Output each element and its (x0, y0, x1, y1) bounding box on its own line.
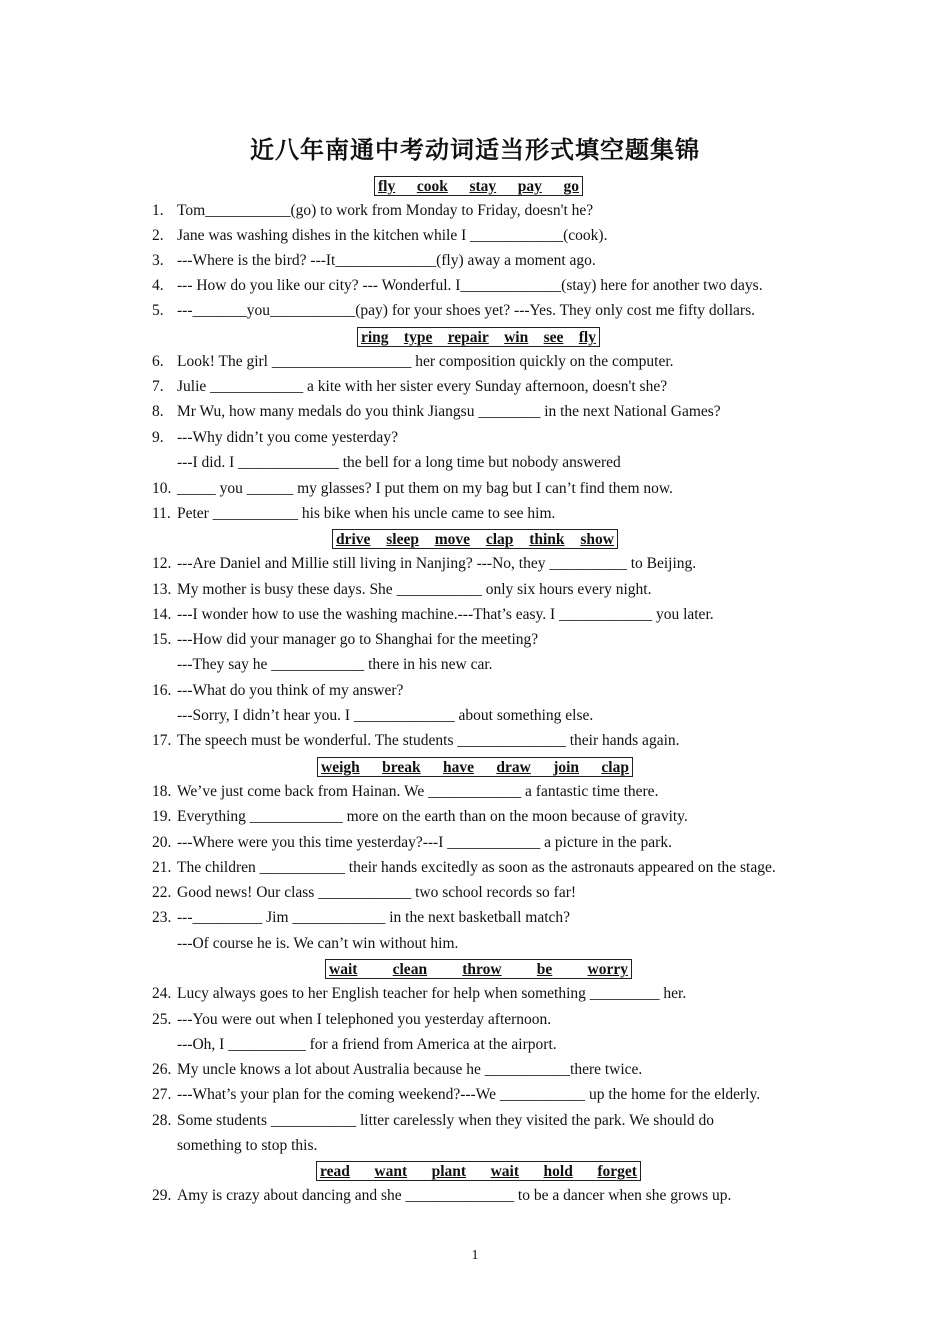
question-25-continuation: ---Oh, I __________ for a friend from America at the airport. (177, 1036, 557, 1053)
question-17: 17. The speech must be wonderful. The students ______________ their hands again. (152, 732, 680, 749)
question-4: 4. --- How do you like our city? --- Wonderful. I_____________(stay) here for another two days. (152, 277, 763, 294)
question-23: 23. ---_________ Jim ____________ in the next basketball match? (152, 909, 571, 926)
word-box-item: be (536, 961, 553, 978)
question-16: 16. ---What do you think of my answer? (152, 682, 404, 699)
word-box (374, 176, 583, 196)
question-24: 24. Lucy always goes to her English teacher for help when something _________ her. (152, 985, 687, 1002)
word-box-item: think (529, 531, 565, 548)
word-box-item: go (563, 178, 579, 195)
word-box (357, 327, 600, 347)
word-box-item: clean (392, 961, 428, 978)
question-15: 15. ---How did your manager go to Shanghai for the meeting? (152, 631, 539, 648)
word-box-item: plant (431, 1163, 467, 1180)
word-box (325, 959, 632, 979)
word-box (316, 1161, 641, 1181)
word-box-item: weigh (321, 759, 360, 776)
question-28: 28. Some students ___________ litter carelessly when they visited the park. We should do (152, 1112, 715, 1129)
word-box-item: see (543, 329, 564, 346)
question-26: 26. My uncle knows a lot about Australia because he ___________there twice. (152, 1061, 643, 1078)
question-9-continuation: ---I did. I _____________ the bell for a long time but nobody answered (177, 454, 621, 471)
question-18: 18. We’ve just come back from Hainan. We ____________ a fantastic time there. (152, 783, 659, 800)
word-box-item: break (382, 759, 421, 776)
question-27: 27. ---What’s your plan for the coming weekend?---We ___________ up the home for the elderly. (152, 1086, 761, 1103)
question-21: 21. The children ___________ their hands excitedly as soon as the astronauts appeared on the stage. (152, 859, 776, 876)
word-box-item: repair (447, 329, 489, 346)
word-box-item: ring (361, 329, 389, 346)
question-19: 19. Everything ____________ more on the earth than on the moon because of gravity. (152, 808, 688, 825)
question-14: 14. ---I wonder how to use the washing machine.---That’s easy. I ____________ you later. (152, 606, 714, 623)
question-20: 20. ---Where were you this time yesterday?---I ____________ a picture in the park. (152, 834, 672, 851)
question-7: 7. Julie ____________ a kite with her sister every Sunday afternoon, doesn't she? (152, 378, 668, 395)
word-box-item: drive (336, 531, 371, 548)
question-1: 1. Tom___________(go) to work from Monday to Friday, doesn't he? (152, 202, 594, 219)
question-15-continuation: ---They say he ____________ there in his new car. (177, 656, 493, 673)
word-box-item: want (374, 1163, 408, 1180)
word-box-item: clap (485, 531, 514, 548)
word-box-item: draw (496, 759, 531, 776)
word-box-item: fly (378, 178, 396, 195)
word-box-item: type (403, 329, 433, 346)
question-2: 2. Jane was washing dishes in the kitchen while I ____________(cook). (152, 227, 608, 244)
word-box (332, 529, 618, 549)
word-box-item: throw (462, 961, 502, 978)
question-10: 10. _____ you ______ my glasses? I put them on my bag but I can’t find them now. (152, 480, 673, 497)
question-13: 13. My mother is busy these days. She ___________ only six hours every night. (152, 581, 652, 598)
word-box-item: cook (416, 178, 448, 195)
word-box-item: win (504, 329, 529, 346)
word-box-item: fly (578, 329, 596, 346)
page-title: 近八年南通中考动词适当形式填空题集锦 (250, 136, 700, 164)
question-6: 6. Look! The girl __________________ her composition quickly on the computer. (152, 353, 674, 370)
word-box-item: move (434, 531, 471, 548)
word-box-item: stay (469, 178, 497, 195)
question-11: 11. Peter ___________ his bike when his uncle came to see him. (152, 505, 556, 522)
question-9: 9. ---Why didn’t you come yesterday? (152, 429, 398, 446)
question-12: 12. ---Are Daniel and Millie still living in Nanjing? ---No, they __________ to Beijing. (152, 555, 697, 572)
page-number: 1 (471, 1248, 479, 1263)
word-box-item: join (553, 759, 580, 776)
question-22: 22. Good news! Our class ____________ two school records so far! (152, 884, 577, 901)
word-box-item: pay (517, 178, 542, 195)
word-box-item: worry (587, 961, 628, 978)
question-28-continuation: something to stop this. (177, 1137, 318, 1154)
question-16-continuation: ---Sorry, I didn’t hear you. I _____________ about something else. (177, 707, 594, 724)
word-box-item: wait (490, 1163, 520, 1180)
word-box-item: read (320, 1163, 350, 1180)
question-3: 3. ---Where is the bird? ---It_____________(fly) away a moment ago. (152, 252, 596, 269)
word-box-item: wait (329, 961, 358, 978)
word-box (317, 757, 633, 777)
question-25: 25. ---You were out when I telephoned you yesterday afternoon. (152, 1011, 552, 1028)
word-box-item: clap (601, 759, 629, 776)
question-29: 29. Amy is crazy about dancing and she ______________ to be a dancer when she grows up. (152, 1187, 732, 1204)
word-box-item: sleep (386, 531, 419, 548)
question-23-continuation: ---Of course he is. We can’t win without him. (177, 935, 459, 952)
word-box-item: have (442, 759, 474, 776)
question-5: 5. ---_______you___________(pay) for your shoes yet? ---Yes. They only cost me fifty dollars. (152, 302, 755, 319)
question-8: 8. Mr Wu, how many medals do you think Jiangsu ________ in the next National Games? (152, 403, 721, 420)
word-box-item: hold (543, 1163, 573, 1180)
word-box-item: show (580, 531, 614, 548)
word-box-item: forget (597, 1163, 637, 1180)
